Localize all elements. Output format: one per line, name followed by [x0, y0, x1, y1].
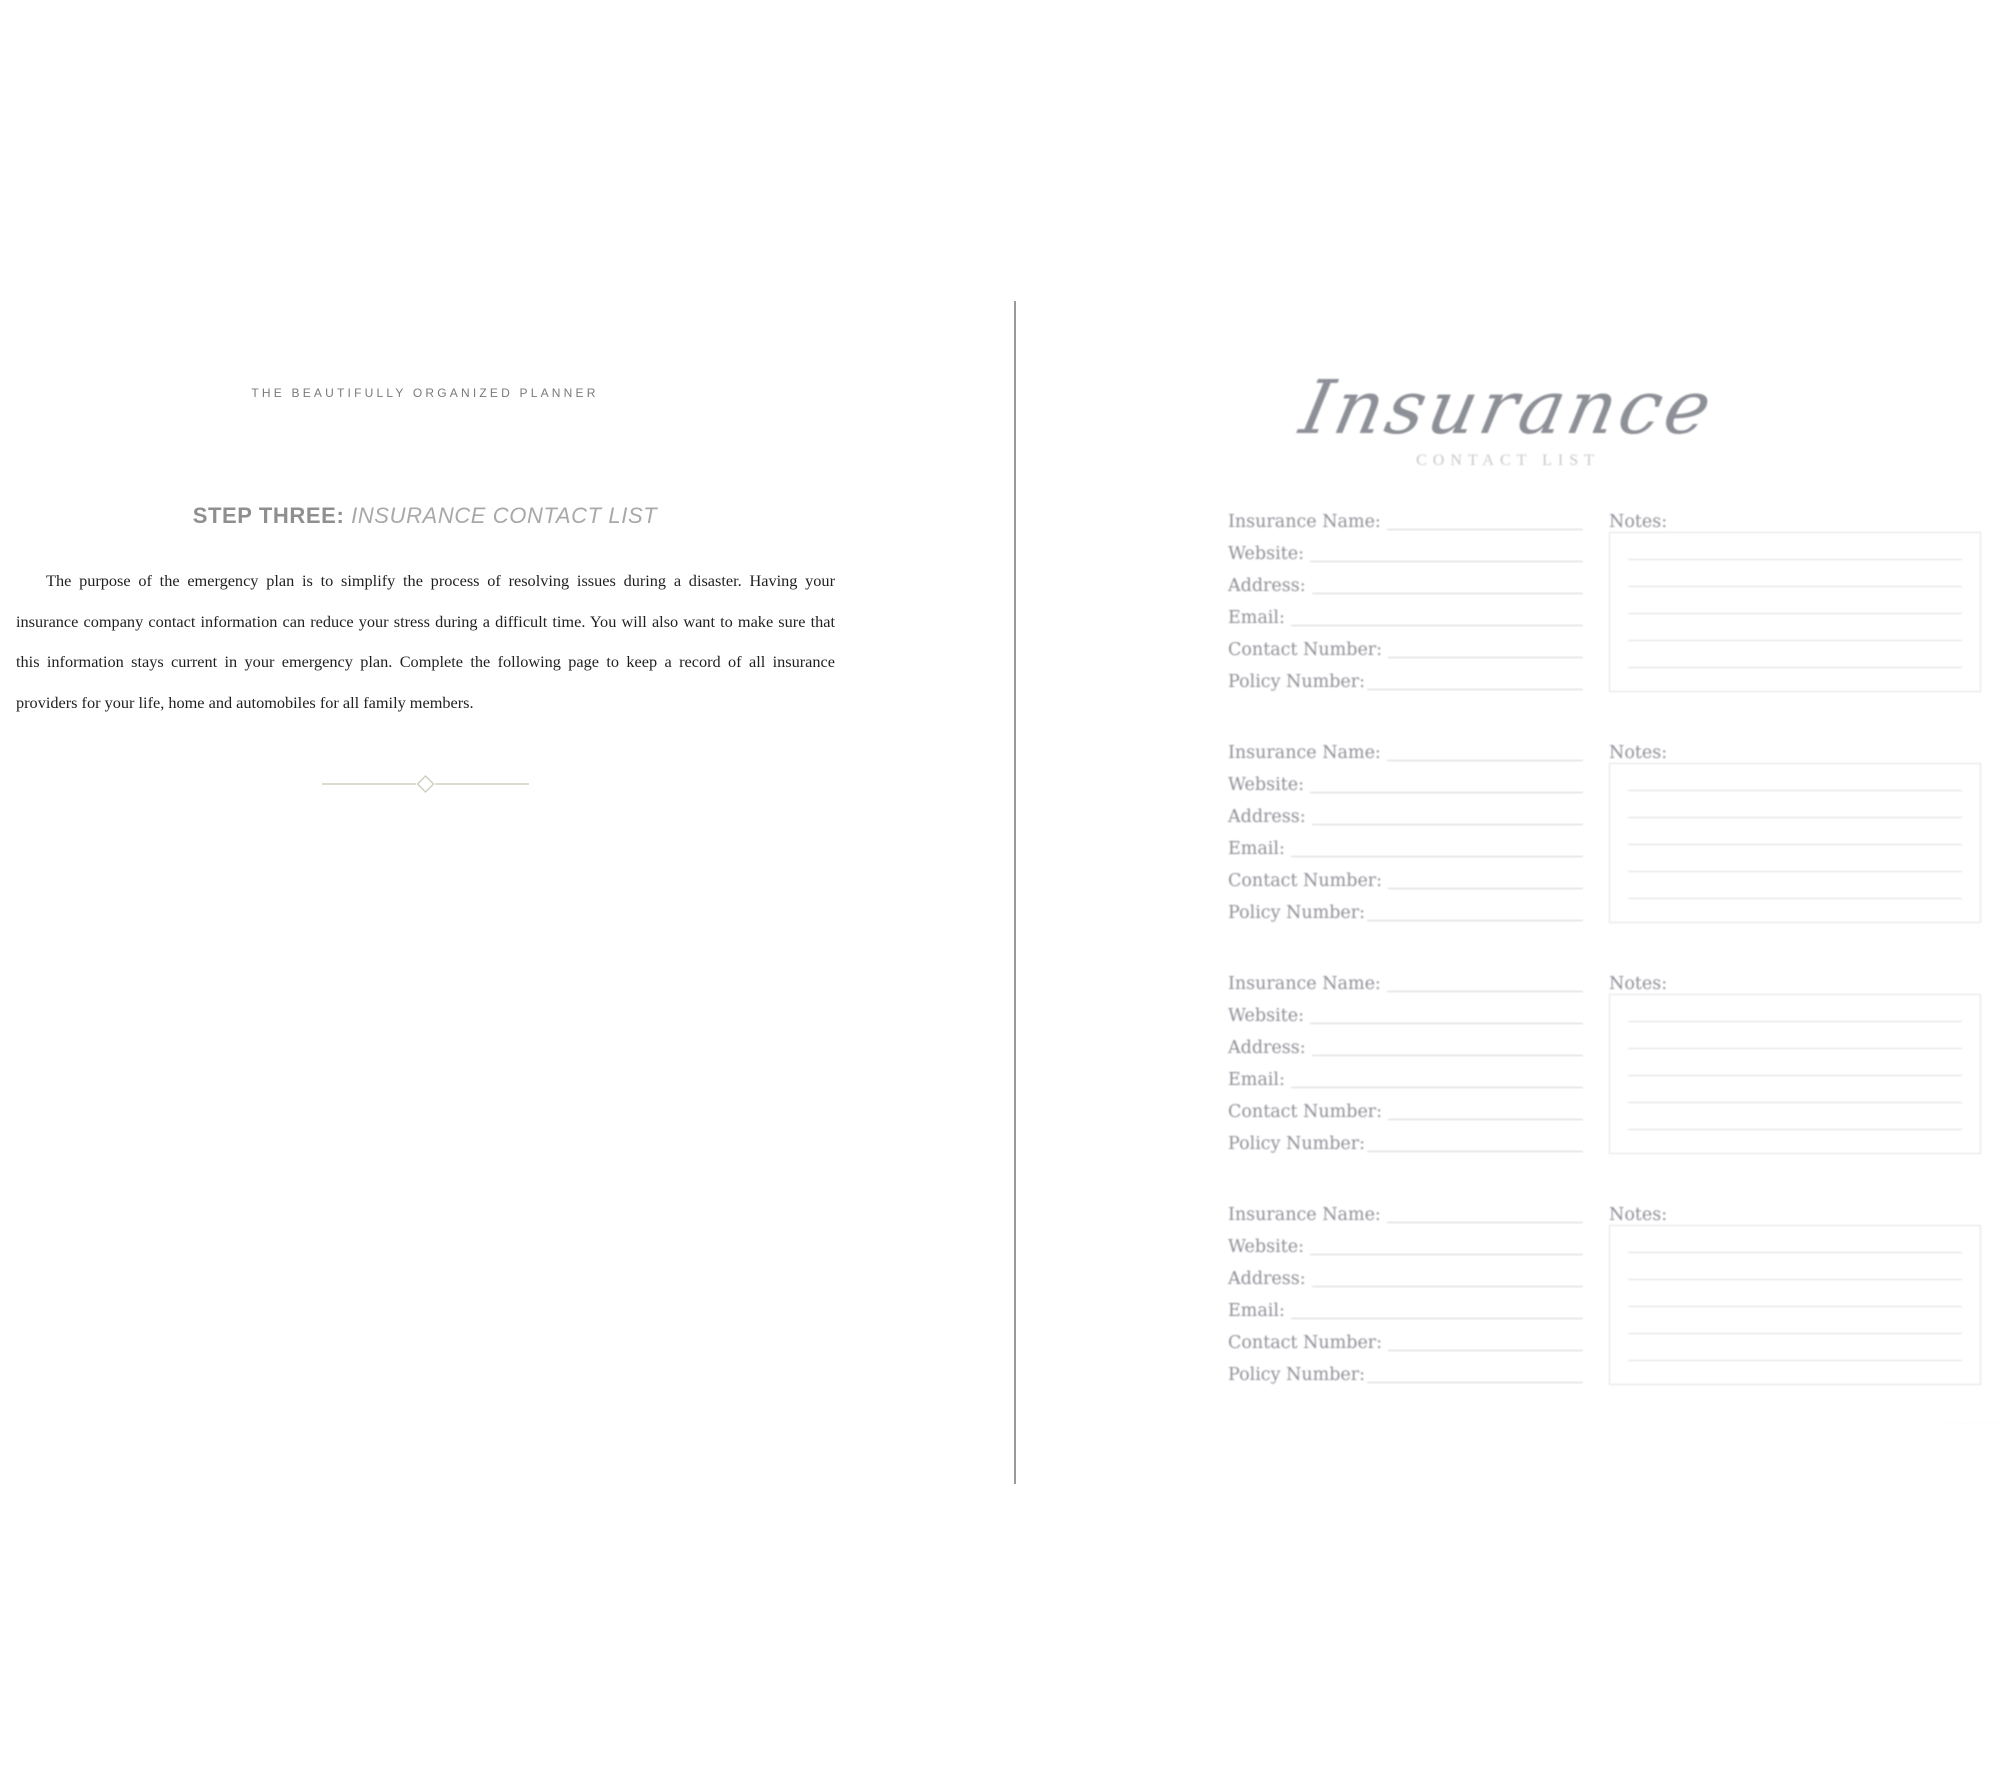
notes-line: [1628, 1360, 1962, 1361]
notes-line: [1628, 1306, 1962, 1307]
notes-line: [1628, 1048, 1962, 1049]
notes-line: [1628, 871, 1962, 872]
policy-number-line[interactable]: [1367, 689, 1583, 690]
notes-line: [1628, 898, 1962, 899]
address-field[interactable]: [1228, 797, 1583, 827]
policy-number-field[interactable]: [1228, 1355, 1583, 1385]
step-label: STEP THREE:: [192, 503, 345, 528]
notes-box[interactable]: [1609, 763, 1981, 923]
insurance-name-line[interactable]: [1387, 529, 1583, 530]
policy-number-field[interactable]: [1228, 893, 1583, 923]
policy-number-line[interactable]: [1367, 920, 1583, 921]
contact-number-label: Contact Number:: [1228, 1333, 1383, 1353]
notes-line: [1628, 1021, 1962, 1022]
insurance-name-field[interactable]: [1228, 733, 1583, 763]
email-label: Email:: [1228, 1301, 1285, 1321]
address-line[interactable]: [1312, 824, 1583, 825]
website-field[interactable]: [1228, 996, 1583, 1026]
website-label: Website:: [1228, 1237, 1304, 1257]
contact-number-field[interactable]: [1228, 861, 1583, 891]
insurance-script-title: Insurance: [1293, 365, 1723, 451]
website-field[interactable]: [1228, 765, 1583, 795]
insurance-name-field[interactable]: [1228, 1195, 1583, 1225]
website-label: Website:: [1228, 1006, 1304, 1026]
notes-label: Notes:: [1609, 512, 1668, 532]
right-page: [1016, 0, 2000, 1778]
insurance-name-label: Insurance Name:: [1228, 1205, 1381, 1225]
notes-label: Notes:: [1609, 743, 1668, 763]
website-line[interactable]: [1310, 792, 1583, 793]
diamond-divider-icon: [322, 774, 529, 794]
notes-line: [1628, 1333, 1962, 1334]
email-field[interactable]: [1228, 829, 1583, 859]
email-field[interactable]: [1228, 598, 1583, 628]
website-line[interactable]: [1310, 1023, 1583, 1024]
insurance-entry-2: [1228, 733, 1988, 933]
contact-number-line[interactable]: [1388, 657, 1583, 658]
email-line[interactable]: [1291, 625, 1583, 626]
notes-line: [1628, 1102, 1962, 1103]
contact-list-subtitle: CONTACT LIST: [1416, 452, 1600, 469]
notes-line: [1628, 1129, 1962, 1130]
policy-number-label: Policy Number:: [1228, 903, 1366, 923]
website-field[interactable]: [1228, 1227, 1583, 1257]
notes-label: Notes:: [1609, 1205, 1668, 1225]
address-field[interactable]: [1228, 566, 1583, 596]
contact-number-field[interactable]: [1228, 1092, 1583, 1122]
notes-line: [1628, 844, 1962, 845]
notes-line: [1628, 1252, 1962, 1253]
contact-number-line[interactable]: [1388, 1119, 1583, 1120]
website-field[interactable]: [1228, 534, 1583, 564]
insurance-entry-4: [1228, 1195, 1988, 1395]
intro-paragraph: The purpose of the emergency plan is to simplify the process of resolving issues during a disaster. Having your insurance company contact information can reduce your stress during a difficult time. You will also want to make sure that this information stays current in your emergency plan. Complete the following page to keep a record of all insurance providers for your life, home and automobiles for all family members.: [16, 571, 835, 712]
contact-number-line[interactable]: [1388, 1350, 1583, 1351]
address-label: Address:: [1228, 1269, 1306, 1289]
policy-number-label: Policy Number:: [1228, 672, 1366, 692]
policy-number-label: Policy Number:: [1228, 1365, 1366, 1385]
insurance-entry-1: [1228, 502, 1988, 702]
email-label: Email:: [1228, 1070, 1285, 1090]
address-label: Address:: [1228, 807, 1306, 827]
insurance-name-line[interactable]: [1387, 760, 1583, 761]
email-line[interactable]: [1291, 1318, 1583, 1319]
notes-line: [1628, 1075, 1962, 1076]
address-line[interactable]: [1312, 1055, 1583, 1056]
contact-number-field[interactable]: [1228, 630, 1583, 660]
policy-number-line[interactable]: [1367, 1382, 1583, 1383]
notes-line: [1628, 586, 1962, 587]
policy-number-line[interactable]: [1367, 1151, 1583, 1152]
insurance-name-field[interactable]: [1228, 502, 1583, 532]
step-subtitle: INSURANCE CONTACT LIST: [351, 503, 658, 528]
contact-number-line[interactable]: [1388, 888, 1583, 889]
footer-credit-mark: · · · · · · · · · · · · · · · ·: [1946, 1421, 2000, 1426]
insurance-name-line[interactable]: [1387, 991, 1583, 992]
address-label: Address:: [1228, 1038, 1306, 1058]
website-line[interactable]: [1310, 561, 1583, 562]
notes-box[interactable]: [1609, 1225, 1981, 1385]
email-label: Email:: [1228, 839, 1285, 859]
insurance-name-label: Insurance Name:: [1228, 743, 1381, 763]
notes-line: [1628, 613, 1962, 614]
address-field[interactable]: [1228, 1028, 1583, 1058]
notes-line: [1628, 817, 1962, 818]
address-label: Address:: [1228, 576, 1306, 596]
notes-label: Notes:: [1609, 974, 1668, 994]
website-line[interactable]: [1310, 1254, 1583, 1255]
address-line[interactable]: [1312, 1286, 1583, 1287]
notes-box[interactable]: [1609, 994, 1981, 1154]
contact-number-label: Contact Number:: [1228, 871, 1383, 891]
address-line[interactable]: [1312, 593, 1583, 594]
policy-number-label: Policy Number:: [1228, 1134, 1366, 1154]
email-line[interactable]: [1291, 1087, 1583, 1088]
address-field[interactable]: [1228, 1259, 1583, 1289]
notes-line: [1628, 1279, 1962, 1280]
email-line[interactable]: [1291, 856, 1583, 857]
website-label: Website:: [1228, 775, 1304, 795]
insurance-entry-3: [1228, 964, 1988, 1164]
notes-line: [1628, 559, 1962, 560]
notes-line: [1628, 667, 1962, 668]
planner-header: THE BEAUTIFULLY ORGANIZED PLANNER: [251, 386, 599, 400]
insurance-name-label: Insurance Name:: [1228, 512, 1381, 532]
website-label: Website:: [1228, 544, 1304, 564]
policy-number-field[interactable]: [1228, 662, 1583, 692]
contact-number-field[interactable]: [1228, 1323, 1583, 1353]
insurance-name-label: Insurance Name:: [1228, 974, 1381, 994]
notes-line: [1628, 640, 1962, 641]
insurance-name-field[interactable]: [1228, 964, 1583, 994]
email-field[interactable]: [1228, 1291, 1583, 1321]
notes-box[interactable]: [1609, 532, 1981, 692]
step-title: [0, 503, 850, 529]
insurance-name-line[interactable]: [1387, 1222, 1583, 1223]
notes-line: [1628, 790, 1962, 791]
policy-number-field[interactable]: [1228, 1124, 1583, 1154]
email-label: Email:: [1228, 608, 1285, 628]
email-field[interactable]: [1228, 1060, 1583, 1090]
contact-number-label: Contact Number:: [1228, 1102, 1383, 1122]
contact-number-label: Contact Number:: [1228, 640, 1383, 660]
